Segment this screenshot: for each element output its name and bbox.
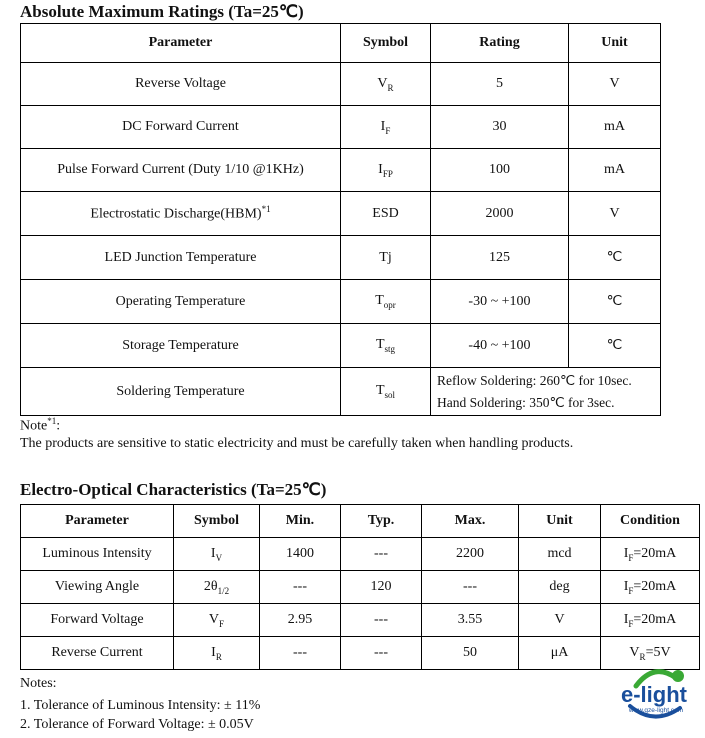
cond-symbol: I (623, 545, 629, 561)
table-row (21, 637, 700, 670)
header-rating: Rating (431, 24, 569, 63)
table-row (21, 571, 700, 604)
cond-value: =20mA (633, 611, 677, 627)
symbol: T (375, 383, 385, 399)
param-cell: Soldering Temperature (21, 368, 341, 416)
symbol: T (375, 337, 385, 353)
e-light-logo-graphic (606, 666, 702, 724)
condition-cell (601, 571, 700, 604)
symbol-cell (174, 604, 260, 637)
unit-cell: V (569, 63, 661, 106)
symbol-sub: sol (384, 389, 396, 400)
max-cell: 2200 (422, 538, 519, 571)
symbol-sub: stg (384, 343, 396, 354)
unit-cell: mA (569, 149, 661, 192)
symbol: V (377, 75, 388, 91)
param-cell: Storage Temperature (21, 324, 341, 368)
header-parameter: Parameter (21, 505, 174, 538)
typ-cell: --- (341, 538, 422, 571)
header-unit: Unit (519, 505, 601, 538)
unit-cell: ℃ (569, 280, 661, 324)
table-row (21, 324, 661, 368)
notes-label: Notes: (20, 676, 57, 691)
cond-symbol: I (623, 578, 629, 594)
param-cell (21, 192, 341, 236)
unit-cell: mcd (519, 538, 601, 571)
cond-sub: F (628, 585, 634, 596)
table-row (21, 236, 661, 280)
unit-cell: V (569, 192, 661, 236)
cond-value: =20mA (633, 578, 677, 594)
unit-cell: mA (569, 106, 661, 149)
symbol-sub: FP (382, 168, 393, 179)
note-colon: : (56, 418, 61, 434)
symbol-sub: V (215, 552, 223, 563)
typ-cell: --- (341, 637, 422, 670)
cond-sub: F (628, 552, 634, 563)
symbol-cell (174, 571, 260, 604)
header-min: Min. (260, 505, 341, 538)
max-cell: 50 (422, 637, 519, 670)
condition-cell (601, 637, 700, 670)
unit-cell: μA (519, 637, 601, 670)
note-label: Note (20, 418, 48, 434)
rating-cell: -30 ~ +100 (431, 280, 569, 324)
min-cell: --- (260, 571, 341, 604)
param-cell: Pulse Forward Current (Duty 1/10 @1KHz) (21, 149, 341, 192)
rating-cell: 100 (431, 149, 569, 192)
note-text: The products are sensitive to static electricity and must be carefully taken when handling products. (20, 436, 574, 451)
symbol-sub: F (385, 125, 391, 136)
min-cell: --- (260, 637, 341, 670)
rating-cell: 30 (431, 106, 569, 149)
symbol-cell: ESD (341, 192, 431, 236)
rating-cell: 2000 (431, 192, 569, 236)
symbol-cell (341, 368, 431, 416)
table-row (21, 63, 661, 106)
condition-cell (601, 604, 700, 637)
symbol: I (210, 545, 216, 561)
param-cell: Forward Voltage (21, 604, 174, 637)
header-unit: Unit (569, 24, 661, 63)
header-max: Max. (422, 505, 519, 538)
eoc-title: Electro-Optical Characteristics (Ta=25℃) (20, 480, 327, 499)
table-row (21, 106, 661, 149)
header-parameter: Parameter (21, 24, 341, 63)
note-item-1: 1. Tolerance of Luminous Intensity: ± 11% (20, 698, 261, 713)
table-row (21, 149, 661, 192)
table-row (21, 192, 661, 236)
unit-cell: ℃ (569, 236, 661, 280)
cond-symbol: V (629, 644, 640, 660)
absolute-maximum-ratings-table (20, 23, 661, 416)
typ-cell: --- (341, 604, 422, 637)
symbol: I (380, 118, 386, 134)
unit-cell: deg (519, 571, 601, 604)
footnote-marker: *1 (261, 204, 271, 215)
header-symbol: Symbol (341, 24, 431, 63)
typ-cell: 120 (341, 571, 422, 604)
table-header-row (21, 505, 700, 538)
symbol-cell (341, 106, 431, 149)
symbol-cell (341, 324, 431, 368)
param-cell: Operating Temperature (21, 280, 341, 324)
condition-cell (601, 538, 700, 571)
cond-value: =5V (645, 644, 671, 660)
table-row (21, 604, 700, 637)
symbol-sub: opr (383, 299, 396, 310)
electro-optical-table (20, 504, 700, 670)
table-row (21, 368, 661, 416)
symbol-sub: F (219, 618, 225, 629)
note-item-2: 2. Tolerance of Forward Voltage: ± 0.05V (20, 717, 254, 732)
symbol-cell (174, 637, 260, 670)
symbol-cell (341, 63, 431, 106)
param-cell: Viewing Angle (21, 571, 174, 604)
footnote (20, 416, 60, 435)
cond-sub: F (628, 618, 634, 629)
header-condition: Condition (601, 505, 700, 538)
e-light-logo (606, 666, 702, 724)
symbol: I (378, 161, 383, 177)
rating-cell: -40 ~ +100 (431, 324, 569, 368)
header-symbol: Symbol (174, 505, 260, 538)
symbol-sub: R (215, 651, 222, 662)
symbol-sub: R (387, 82, 394, 93)
param-cell: LED Junction Temperature (21, 236, 341, 280)
param-cell: DC Forward Current (21, 106, 341, 149)
symbol: 2θ (203, 578, 218, 594)
param-cell: Luminous Intensity (21, 538, 174, 571)
header-typ: Typ. (341, 505, 422, 538)
max-cell: --- (422, 571, 519, 604)
cond-symbol: I (623, 611, 629, 627)
amr-title: Absolute Maximum Ratings (Ta=25℃) (20, 2, 304, 21)
param-text: Electrostatic Discharge(HBM) (90, 206, 262, 222)
unit-cell: ℃ (569, 324, 661, 368)
rating-cell: 5 (431, 63, 569, 106)
table-header-row (21, 24, 661, 63)
param-cell: Reverse Current (21, 637, 174, 670)
table-row (21, 280, 661, 324)
logo-text: e-light (621, 682, 687, 707)
symbol: V (208, 611, 220, 627)
unit-cell: V (519, 604, 601, 637)
table-row (21, 538, 700, 571)
hand-soldering-text: Hand Soldering: 350℃ for 3sec. (437, 394, 615, 410)
soldering-rating-cell (431, 368, 661, 416)
symbol: T (375, 293, 384, 309)
param-cell: Reverse Voltage (21, 63, 341, 106)
reflow-soldering-text: Reflow Soldering: 260℃ for 10sec. (437, 372, 632, 388)
symbol-cell (341, 280, 431, 324)
rating-cell: 125 (431, 236, 569, 280)
symbol-cell (341, 149, 431, 192)
min-cell: 1400 (260, 538, 341, 571)
symbol: I (211, 644, 216, 660)
max-cell: 3.55 (422, 604, 519, 637)
cond-sub: R (639, 651, 646, 662)
symbol-cell: Tj (341, 236, 431, 280)
min-cell: 2.95 (260, 604, 341, 637)
note-marker: *1 (47, 416, 57, 426)
logo-url: www.gze-light.com (628, 707, 684, 714)
symbol-cell (174, 538, 260, 571)
cond-value: =20mA (633, 545, 677, 561)
symbol-sub: 1/2 (217, 585, 230, 596)
